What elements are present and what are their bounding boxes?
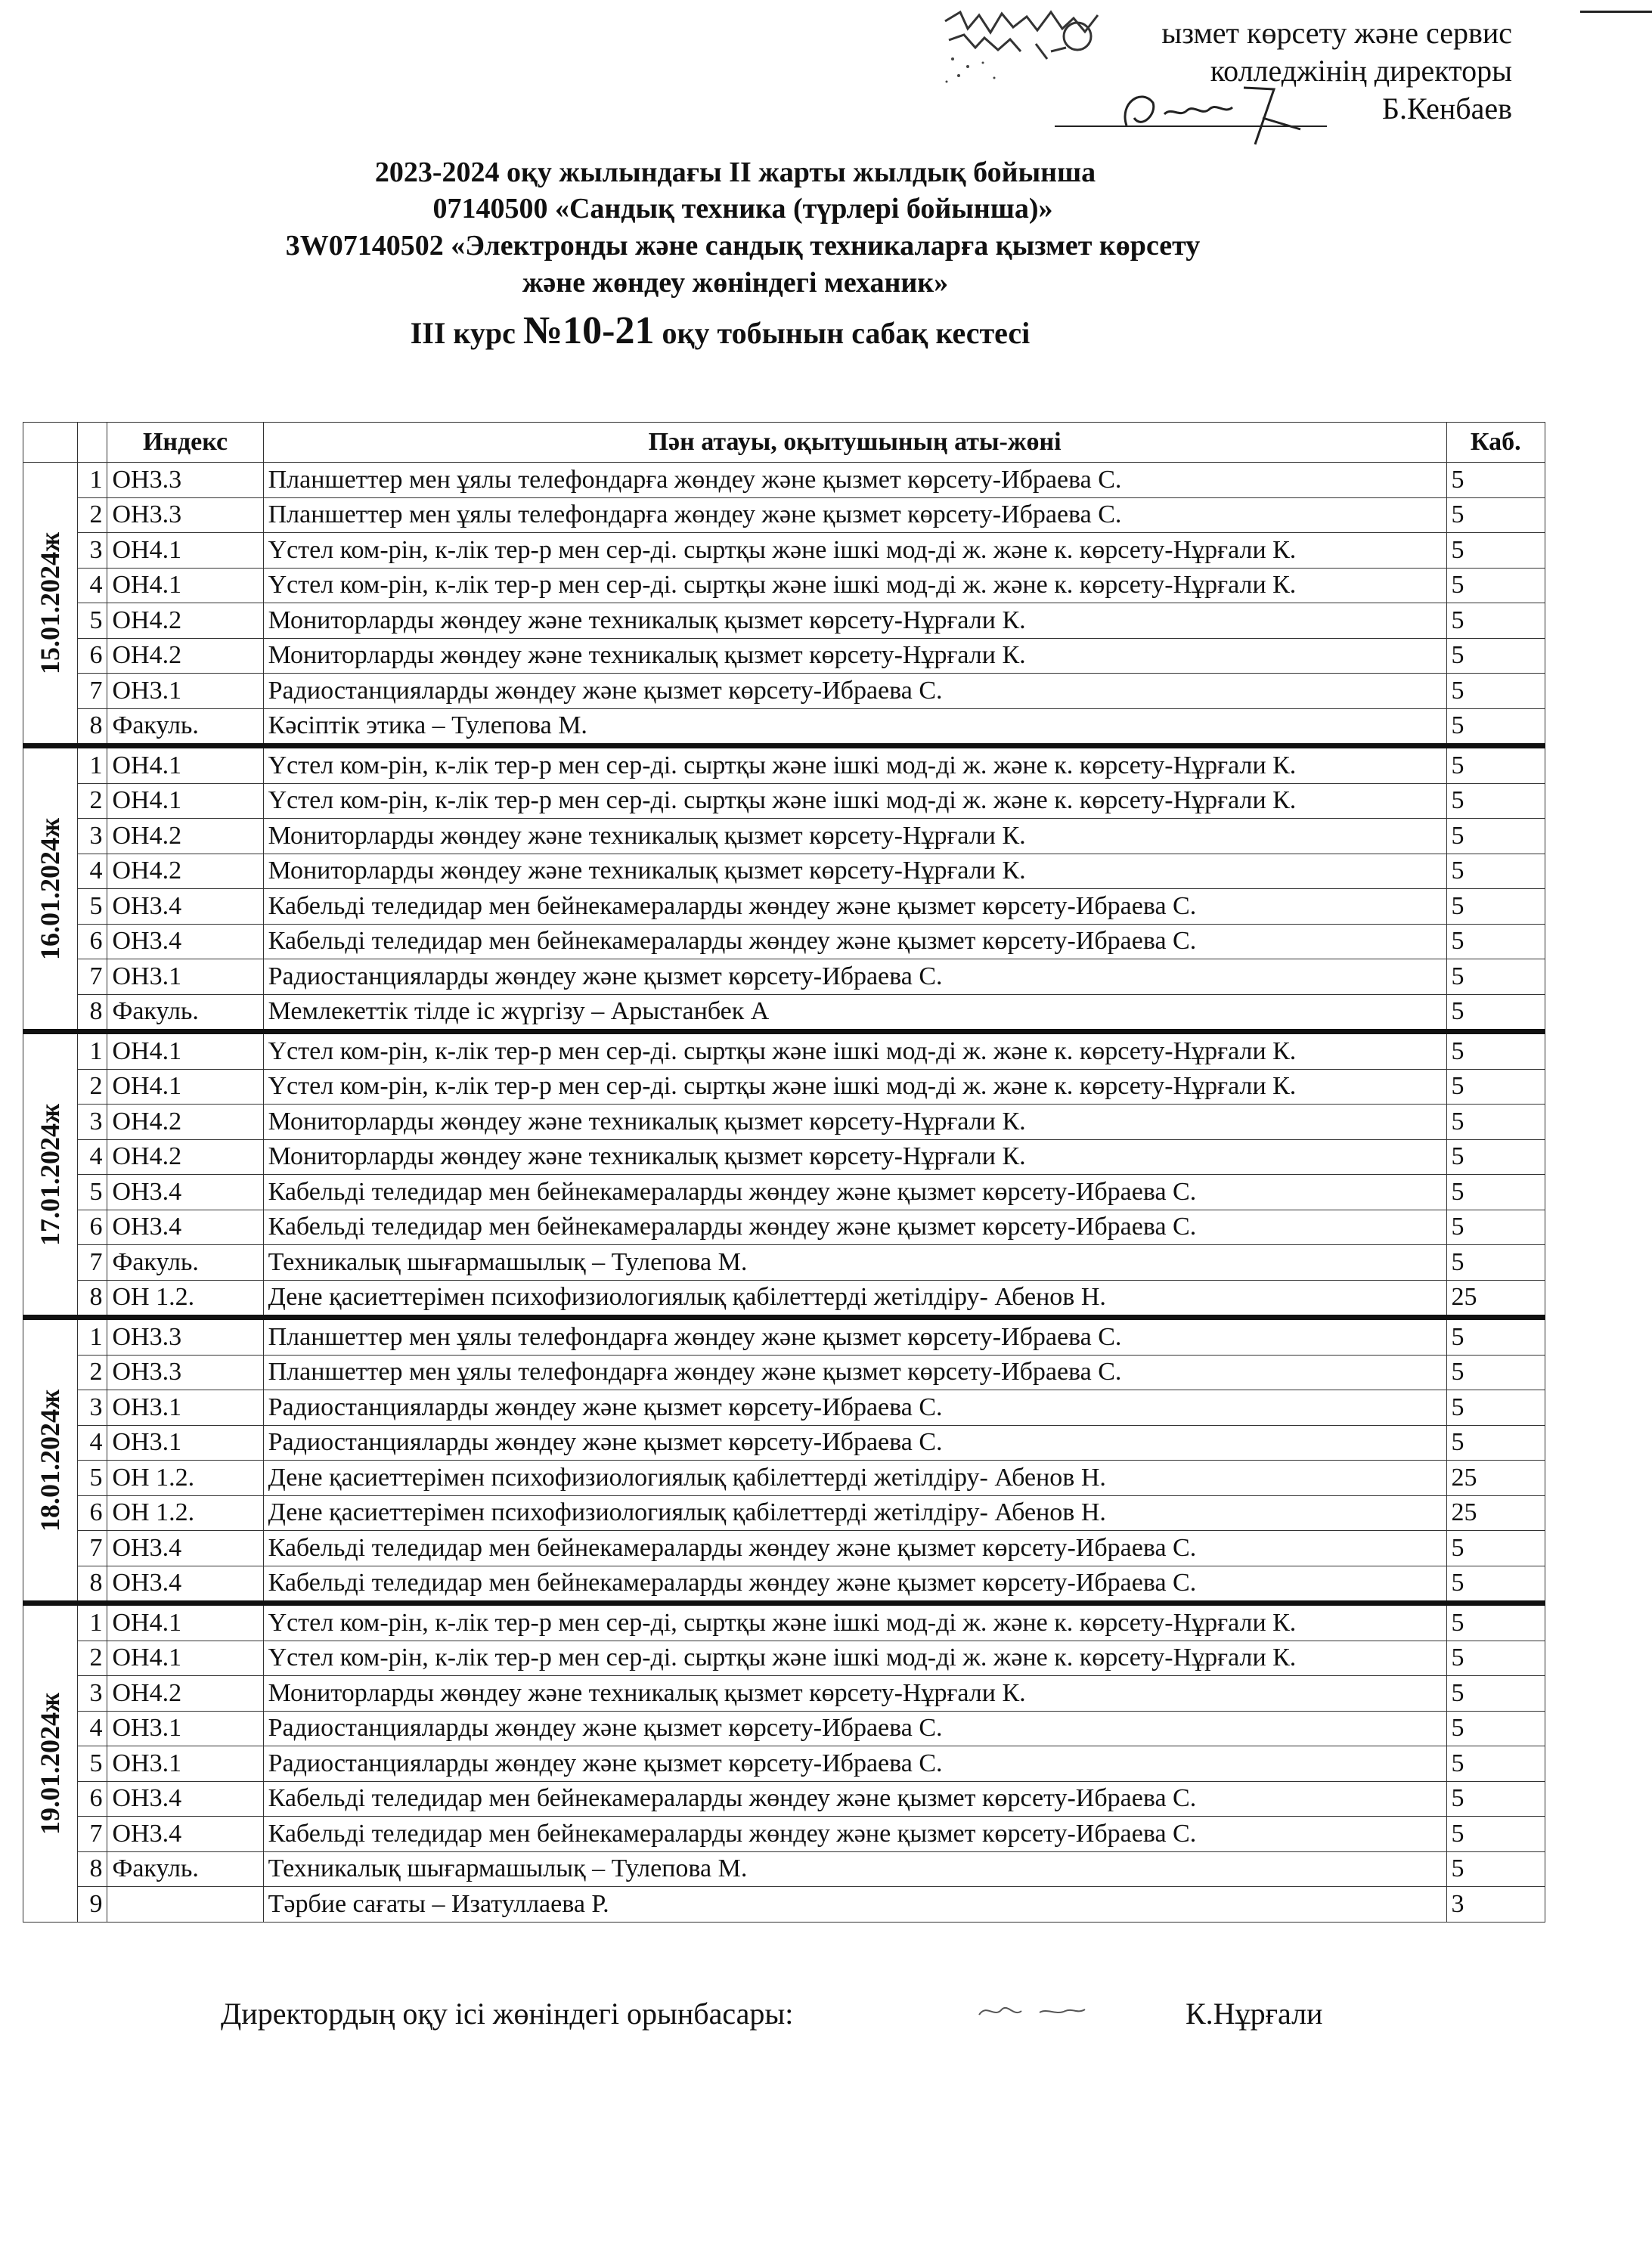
day-date: 15.01.2024ж: [35, 531, 66, 674]
lesson-number: 3: [77, 819, 107, 854]
lesson-number: 3: [77, 533, 107, 569]
lesson-number: 3: [77, 1390, 107, 1426]
lesson-number: 7: [77, 1817, 107, 1852]
lesson-subject: Мониторларды жөндеу және техникалық қызмет көрсету-Нұрғали К.: [263, 1139, 1446, 1175]
lesson-room: 5: [1446, 638, 1545, 674]
lesson-index: ОН4.1: [107, 746, 263, 784]
lesson-number: 7: [77, 1531, 107, 1566]
lesson-number: 3: [77, 1676, 107, 1712]
table-row: [23, 1566, 1545, 1603]
lesson-index: ОН3.4: [107, 1566, 263, 1603]
lesson-number: 1: [77, 1032, 107, 1070]
course-label: ІІІ курс: [410, 316, 516, 350]
lesson-number: 2: [77, 1641, 107, 1676]
day-cell: [23, 463, 78, 746]
lesson-room: 5: [1446, 1355, 1545, 1390]
lesson-number: 7: [77, 674, 107, 709]
lesson-index: ОН4.1: [107, 1603, 263, 1641]
lesson-subject: Үстел ком-рін, к-лік тер-р мен сер-ді. сыртқы және ішкі мод-ді ж. және к. көрсету-Нұрғали К.: [263, 746, 1446, 784]
table-row: [23, 1641, 1545, 1676]
lesson-number: 4: [77, 568, 107, 603]
lesson-subject: Кәсіптік этика – Тулепова М.: [263, 708, 1446, 746]
day-cell: [23, 746, 78, 1032]
lesson-number: 9: [77, 1887, 107, 1923]
table-row: [23, 1887, 1545, 1923]
lesson-index: ОН4.2: [107, 854, 263, 889]
lesson-subject: Үстел ком-рін, к-лік тер-р мен сер-ді. сыртқы және ішкі мод-ді ж. және к. көрсету-Нұрғали К.: [263, 1641, 1446, 1676]
lesson-room: 5: [1446, 1245, 1545, 1281]
table-row: [23, 889, 1545, 925]
day-cell: [23, 1032, 78, 1318]
lesson-subject: Кабельді теледидар мен бейнекамераларды жөндеу және қызмет көрсету-Ибраева С.: [263, 1781, 1446, 1817]
schedule-table: [23, 422, 1545, 1923]
lesson-number: 1: [77, 746, 107, 784]
day-cell: [23, 1603, 78, 1923]
day-cell: [23, 1318, 78, 1603]
table-row: [23, 1355, 1545, 1390]
table-row: [23, 783, 1545, 819]
lesson-room: 5: [1446, 1851, 1545, 1887]
lesson-room: 25: [1446, 1461, 1545, 1496]
lesson-number: 1: [77, 1603, 107, 1641]
lesson-room: 5: [1446, 1676, 1545, 1712]
lesson-room: 5: [1446, 746, 1545, 784]
lesson-index: ОН4.2: [107, 819, 263, 854]
lesson-subject: Радиостанцияларды жөндеу және қызмет көрсету-Ибраева С.: [263, 1746, 1446, 1782]
header-subject: Пән атауы, оқытушының аты-жөні: [263, 423, 1446, 463]
table-header-row: [23, 423, 1545, 463]
lesson-number: 1: [77, 463, 107, 498]
lesson-index: ОН 1.2.: [107, 1461, 263, 1496]
table-row: [23, 1461, 1545, 1496]
day-date: 19.01.2024ж: [35, 1692, 66, 1835]
lesson-room: 5: [1446, 1781, 1545, 1817]
lesson-index: ОН3.1: [107, 1746, 263, 1782]
table-row: [23, 1245, 1545, 1281]
lesson-index: ОН3.1: [107, 1711, 263, 1746]
table-row: [23, 994, 1545, 1032]
lesson-index: ОН3.3: [107, 1355, 263, 1390]
lesson-index: ОН3.1: [107, 1425, 263, 1461]
lesson-number: 8: [77, 1851, 107, 1887]
lesson-number: 5: [77, 1175, 107, 1210]
lesson-subject: Техникалық шығармашылық – Тулепова М.: [263, 1851, 1446, 1887]
lesson-subject: Кабельді теледидар мен бейнекамераларды жөндеу және қызмет көрсету-Ибраева С.: [263, 889, 1446, 925]
lesson-index: ОН3.3: [107, 1318, 263, 1356]
lesson-index: ОН3.3: [107, 463, 263, 498]
lesson-subject: Мониторларды жөндеу және техникалық қызмет көрсету-Нұрғали К.: [263, 603, 1446, 639]
day-date: 16.01.2024ж: [35, 817, 66, 960]
table-row: [23, 1746, 1545, 1782]
lesson-index: ОН3.4: [107, 889, 263, 925]
lesson-index: [107, 1887, 263, 1923]
table-row: [23, 533, 1545, 569]
lesson-index: ОН4.2: [107, 638, 263, 674]
table-row: [23, 819, 1545, 854]
approval-line-3: Б.Кенбаев: [1381, 91, 1512, 125]
lesson-subject: Үстел ком-рін, к-лік тер-р мен сер-ді. сыртқы және ішкі мод-ді ж. және к. көрсету-Нұрғали К.: [263, 568, 1446, 603]
lesson-subject: Техникалық шығармашылық – Тулепова М.: [263, 1245, 1446, 1281]
table-row: [23, 746, 1545, 784]
lesson-subject: Кабельді теледидар мен бейнекамераларды жөндеу және қызмет көрсету-Ибраева С.: [263, 924, 1446, 959]
lesson-index: ОН3.4: [107, 1210, 263, 1245]
lesson-subject: Мониторларды жөндеу және техникалық қызмет көрсету-Нұрғали К.: [263, 638, 1446, 674]
lesson-room: 5: [1446, 819, 1545, 854]
day-date: 17.01.2024ж: [35, 1103, 66, 1246]
lesson-room: 5: [1446, 994, 1545, 1032]
table-row: [23, 1175, 1545, 1210]
lesson-number: 6: [77, 638, 107, 674]
lesson-number: 4: [77, 1711, 107, 1746]
lesson-subject: Кабельді теледидар мен бейнекамераларды жөндеу және қызмет көрсету-Ибраева С.: [263, 1210, 1446, 1245]
lesson-number: 4: [77, 1139, 107, 1175]
lesson-room: 5: [1446, 1531, 1545, 1566]
lesson-room: 5: [1446, 1566, 1545, 1603]
lesson-room: 5: [1446, 463, 1545, 498]
lesson-room: 5: [1446, 674, 1545, 709]
lesson-index: ОН4.1: [107, 1069, 263, 1105]
lesson-room: 5: [1446, 854, 1545, 889]
header-day: [23, 423, 78, 463]
lesson-subject: Радиостанцияларды жөндеу және қызмет көрсету-Ибраева С.: [263, 1711, 1446, 1746]
lesson-number: 5: [77, 1746, 107, 1782]
lesson-subject: Тәрбие сағаты – Изатуллаева Р.: [263, 1887, 1446, 1923]
lesson-number: 2: [77, 783, 107, 819]
lesson-index: ОН4.2: [107, 1139, 263, 1175]
lesson-room: 5: [1446, 1318, 1545, 1356]
lesson-room: 5: [1446, 1746, 1545, 1782]
lesson-subject: Планшеттер мен ұялы телефондарға жөндеу және қызмет көрсету-Ибраева С.: [263, 1318, 1446, 1356]
director-signature-icon: [1111, 73, 1338, 148]
lesson-index: ОН3.1: [107, 1390, 263, 1426]
lesson-index: Факуль.: [107, 708, 263, 746]
lesson-subject: Мониторларды жөндеу және техникалық қызмет көрсету-Нұрғали К.: [263, 819, 1446, 854]
lesson-subject: Үстел ком-рін, к-лік тер-р мен сер-ді. сыртқы және ішкі мод-ді ж. және к. көрсету-Нұрғали К.: [263, 1032, 1446, 1070]
lesson-subject: Кабельді теледидар мен бейнекамераларды жөндеу және қызмет көрсету-Ибраева С.: [263, 1175, 1446, 1210]
lesson-subject: Дене қасиеттерімен психофизиологиялық қабілеттерді жетілдіру- Абенов Н.: [263, 1461, 1446, 1496]
lesson-index: ОН3.1: [107, 674, 263, 709]
footer-title: Директордың оқу ісі жөніндегі орынбасары:: [221, 1997, 794, 2031]
header-number: [77, 423, 107, 463]
lesson-index: ОН3.4: [107, 1531, 263, 1566]
lesson-room: 5: [1446, 783, 1545, 819]
lesson-subject: Кабельді теледидар мен бейнекамераларды жөндеу және қызмет көрсету-Ибраева С.: [263, 1531, 1446, 1566]
header-room: Каб.: [1446, 423, 1545, 463]
table-row: [23, 1032, 1545, 1070]
lesson-room: 5: [1446, 1711, 1545, 1746]
lesson-number: 8: [77, 1566, 107, 1603]
lesson-subject: Радиостанцияларды жөндеу және қызмет көрсету-Ибраева С.: [263, 1390, 1446, 1426]
lesson-room: 5: [1446, 889, 1545, 925]
lesson-room: 5: [1446, 1032, 1545, 1070]
lesson-number: 4: [77, 1425, 107, 1461]
schedule-body: [23, 463, 1545, 1923]
lesson-room: 5: [1446, 1210, 1545, 1245]
lesson-index: ОН 1.2.: [107, 1280, 263, 1318]
table-row: [23, 638, 1545, 674]
lesson-number: 5: [77, 889, 107, 925]
lesson-room: 5: [1446, 959, 1545, 995]
table-row: [23, 1711, 1545, 1746]
lesson-index: ОН4.1: [107, 568, 263, 603]
lesson-number: 4: [77, 854, 107, 889]
table-row: [23, 708, 1545, 746]
lesson-number: 8: [77, 708, 107, 746]
table-row: [23, 1210, 1545, 1245]
heading-line-2: 07140500 «Сандық техника (түрлері бойынша)»: [432, 193, 1053, 225]
lesson-subject: Дене қасиеттерімен психофизиологиялық қабілеттерді жетілдіру- Абенов Н.: [263, 1495, 1446, 1531]
lesson-subject: Үстел ком-рін, к-лік тер-р мен сер-ді. сыртқы және ішкі мод-ді ж. және к. көрсету-Нұрғали К.: [263, 783, 1446, 819]
day-date: 18.01.2024ж: [35, 1389, 66, 1532]
lesson-subject: Кабельді теледидар мен бейнекамераларды жөндеу және қызмет көрсету-Ибраева С.: [263, 1566, 1446, 1603]
lesson-index: ОН3.4: [107, 1817, 263, 1852]
table-row: [23, 463, 1545, 498]
lesson-room: 25: [1446, 1495, 1545, 1531]
table-row: [23, 1105, 1545, 1140]
lesson-subject: Радиостанцияларды жөндеу және қызмет көрсету-Ибраева С.: [263, 674, 1446, 709]
lesson-room: 5: [1446, 1817, 1545, 1852]
lesson-room: 5: [1446, 708, 1545, 746]
lesson-subject: Мониторларды жөндеу және техникалық қызмет көрсету-Нұрғали К.: [263, 854, 1446, 889]
heading-line-4: және жөндеу жөніндегі механик»: [522, 267, 949, 299]
lesson-subject: Планшеттер мен ұялы телефондарға жөндеу және қызмет көрсету-Ибраева С.: [263, 497, 1446, 533]
deputy-signature-icon: [972, 1988, 1123, 2034]
table-row: [23, 854, 1545, 889]
heading-line-5: [0, 308, 1546, 353]
lesson-index: ОН3.3: [107, 497, 263, 533]
lesson-index: ОН3.4: [107, 1781, 263, 1817]
lesson-index: Факуль.: [107, 994, 263, 1032]
footer-name: К.Нұрғали: [1186, 1997, 1323, 2031]
lesson-room: 5: [1446, 603, 1545, 639]
table-row: [23, 1676, 1545, 1712]
lesson-index: ОН4.1: [107, 533, 263, 569]
lesson-subject: Үстел ком-рін, к-лік тер-р мен сер-ді, сыртқы және ішкі мод-ді ж. және к. көрсету-Нұрғали К.: [263, 1603, 1446, 1641]
lesson-room: 5: [1446, 1175, 1545, 1210]
lesson-number: 2: [77, 1355, 107, 1390]
lesson-room: 5: [1446, 1105, 1545, 1140]
table-row: [23, 924, 1545, 959]
lesson-room: 5: [1446, 568, 1545, 603]
lesson-number: 3: [77, 1105, 107, 1140]
table-row: [23, 1390, 1545, 1426]
lesson-subject: Үстел ком-рін, к-лік тер-р мен сер-ді. сыртқы және ішкі мод-ді ж. және к. көрсету-Нұрғали К.: [263, 1069, 1446, 1105]
lesson-index: Факуль.: [107, 1851, 263, 1887]
heading-line-1: 2023-2024 оқу жылындағы ІІ жарты жылдық бойынша: [374, 156, 1096, 188]
lesson-index: ОН4.2: [107, 1676, 263, 1712]
lesson-subject: Үстел ком-рін, к-лік тер-р мен сер-ді. сыртқы және ішкі мод-ді ж. және к. көрсету-Нұрғали К.: [263, 533, 1446, 569]
lesson-subject: Мониторларды жөндеу және техникалық қызмет көрсету-Нұрғали К.: [263, 1105, 1446, 1140]
lesson-subject: Мемлекеттік тілде іс жүргізу – Арыстанбек А: [263, 994, 1446, 1032]
table-row: [23, 1069, 1545, 1105]
lesson-subject: Дене қасиеттерімен психофизиологиялық қабілеттерді жетілдіру- Абенов Н.: [263, 1280, 1446, 1318]
lesson-index: Факуль.: [107, 1245, 263, 1281]
table-row: [23, 959, 1545, 995]
lesson-room: 5: [1446, 533, 1545, 569]
table-row: [23, 1425, 1545, 1461]
table-row: [23, 1531, 1545, 1566]
lesson-number: 6: [77, 1781, 107, 1817]
lesson-index: ОН4.1: [107, 1032, 263, 1070]
lesson-index: ОН3.4: [107, 924, 263, 959]
approval-line-1: ызмет көрсету және сервис: [1161, 16, 1512, 50]
table-row: [23, 568, 1545, 603]
table-row: [23, 674, 1545, 709]
lesson-number: 6: [77, 924, 107, 959]
table-row: [23, 1318, 1545, 1356]
approval-block: [938, 6, 1512, 127]
lesson-room: 5: [1446, 1390, 1545, 1426]
table-row: [23, 603, 1545, 639]
schedule-label: оқу тобынын сабақ кестесі: [662, 316, 1031, 350]
lesson-index: ОН4.2: [107, 1105, 263, 1140]
lesson-index: ОН 1.2.: [107, 1495, 263, 1531]
table-row: [23, 1495, 1545, 1531]
lesson-number: 1: [77, 1318, 107, 1356]
table-row: [23, 1280, 1545, 1318]
approval-line-2: колледжінің директоры: [1210, 54, 1512, 88]
table-row: [23, 1817, 1545, 1852]
lesson-index: ОН3.4: [107, 1175, 263, 1210]
table-row: [23, 1851, 1545, 1887]
lesson-room: 5: [1446, 1641, 1545, 1676]
lesson-number: 6: [77, 1495, 107, 1531]
lesson-room: 5: [1446, 1139, 1545, 1175]
table-row: [23, 1603, 1545, 1641]
table-row: [23, 1139, 1545, 1175]
lesson-room: 5: [1446, 1603, 1545, 1641]
lesson-number: 6: [77, 1210, 107, 1245]
lesson-index: ОН4.1: [107, 1641, 263, 1676]
lesson-number: 7: [77, 1245, 107, 1281]
lesson-number: 5: [77, 1461, 107, 1496]
lesson-room: 5: [1446, 924, 1545, 959]
lesson-subject: Планшеттер мен ұялы телефондарға жөндеу және қызмет көрсету-Ибраева С.: [263, 1355, 1446, 1390]
lesson-subject: Мониторларды жөндеу және техникалық қызмет көрсету-Нұрғали К.: [263, 1676, 1446, 1712]
lesson-index: ОН4.1: [107, 783, 263, 819]
group-number: №10-21: [522, 309, 655, 352]
header-index: Индекс: [107, 423, 263, 463]
lesson-room: 5: [1446, 1069, 1545, 1105]
lesson-number: 2: [77, 497, 107, 533]
table-row: [23, 497, 1545, 533]
lesson-index: ОН4.2: [107, 603, 263, 639]
lesson-subject: Радиостанцияларды жөндеу және қызмет көрсету-Ибраева С.: [263, 1425, 1446, 1461]
lesson-room: 25: [1446, 1280, 1545, 1318]
lesson-subject: Планшеттер мен ұялы телефондарға жөндеу және қызмет көрсету-Ибраева С.: [263, 463, 1446, 498]
lesson-number: 7: [77, 959, 107, 995]
table-row: [23, 1781, 1545, 1817]
lesson-subject: Радиостанцияларды жөндеу және қызмет көрсету-Ибраева С.: [263, 959, 1446, 995]
lesson-number: 8: [77, 1280, 107, 1318]
heading-line-3: 3W07140502 «Электронды және сандық техникаларға қызмет көрсету: [285, 230, 1201, 262]
lesson-room: 3: [1446, 1887, 1545, 1923]
lesson-room: 5: [1446, 497, 1545, 533]
lesson-number: 5: [77, 603, 107, 639]
lesson-subject: Кабельді теледидар мен бейнекамераларды жөндеу және қызмет көрсету-Ибраева С.: [263, 1817, 1446, 1852]
lesson-index: ОН3.1: [107, 959, 263, 995]
lesson-number: 8: [77, 994, 107, 1032]
lesson-number: 2: [77, 1069, 107, 1105]
top-edge-line: [1580, 11, 1652, 13]
lesson-room: 5: [1446, 1425, 1545, 1461]
